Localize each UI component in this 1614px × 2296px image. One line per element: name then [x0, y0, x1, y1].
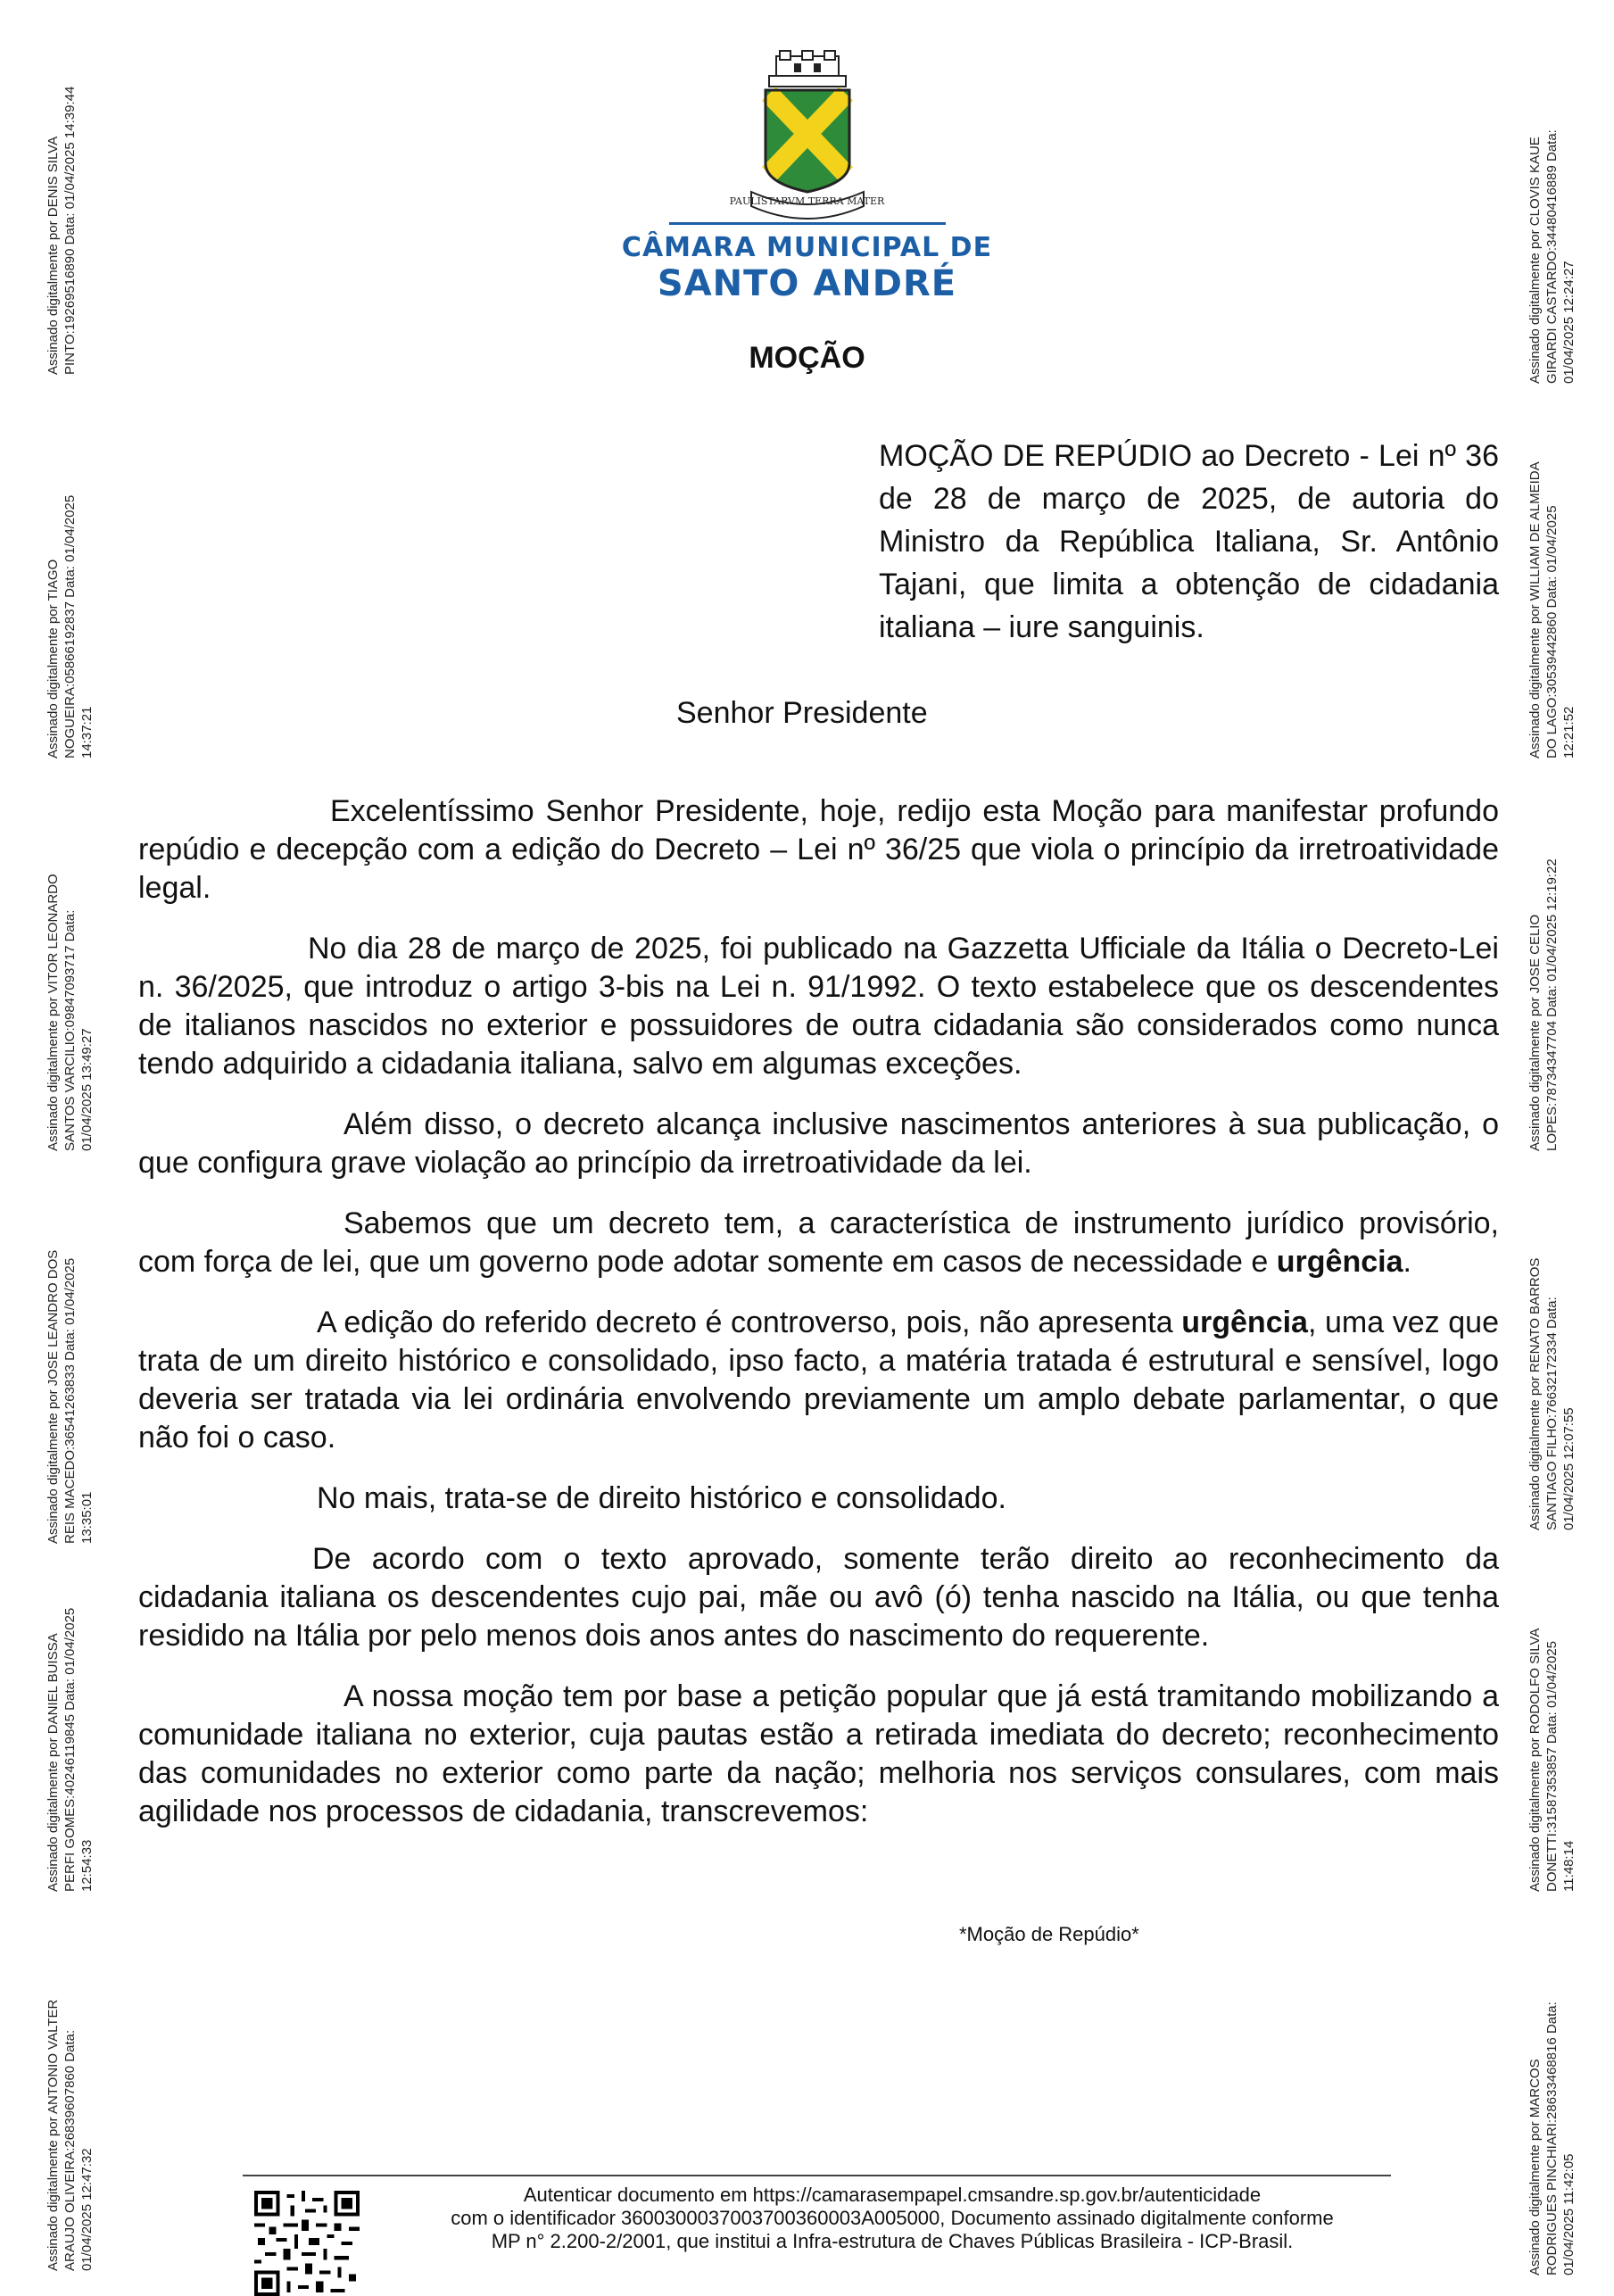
signature-stamp: Assinado digitalmente por CLOVIS KAUE GIRARDI CASTARDO:34480416889 Data: 01/04/2025 12:24:27	[1527, 129, 1577, 384]
signature-stamp: Assinado digitalmente por RENATO BARROS SANTIAGO FILHO:76632172334 Data: 01/04/2025 12:07:55	[1527, 1257, 1577, 1530]
legal-notice: MP n° 2.200-2/2001, que institui a Infra-estrutura de Chaves Públicas Brasileira - ICP-Brasil.	[491, 2230, 1294, 2252]
institution-name-line1: CÂMARA MUNICIPAL DE	[621, 232, 993, 263]
body-paragraph: Excelentíssimo Senhor Presidente, hoje, redijo esta Moção para manifestar profundo repúdio e decepção com a edição do Decreto – Lei nº 36/25 que viola o princípio da irretroatividade legal.	[138, 794, 1499, 905]
signature-stamp: Assinado digitalmente por DENIS SILVA PINTO:19269516890 Data: 01/04/2025 14:39:44	[46, 86, 78, 375]
institution-name-line2: SANTO ANDRÉ	[657, 263, 957, 304]
signature-stamp: Assinado digitalmente por JOSE CELIO LOPES:78734347704 Data: 01/04/2025 12:19:22	[1527, 858, 1560, 1151]
body-paragraph	[138, 1304, 1499, 1457]
signature-stamp: Assinado digitalmente por JOSE LEANDRO DOS REIS MACEDO:36541263833 Data: 01/04/2025 13:35:01	[46, 1249, 95, 1544]
bold-emphasis: urgência	[1181, 1305, 1308, 1339]
document-type: MOÇÃO	[749, 341, 865, 375]
signature-stamp: Assinado digitalmente por MARCOS RODRIGUES PINCHIARI:28633468816 Data: 01/04/2025 11:42:05	[1527, 2002, 1577, 2275]
document-body	[138, 792, 1499, 1853]
body-paragraph: No mais, trata-se de direito histórico e consolidado.	[317, 1481, 1006, 1515]
text-segment: Sabemos que um decreto tem, a característica de instrumento jurídico provisório, com força de lei, que um governo pode adotar somente em casos de necessidade e	[138, 1206, 1499, 1279]
letterhead	[0, 49, 1614, 304]
body-paragraph: Além disso, o decreto alcança inclusive nascimentos anteriores à sua publicação, o que configura grave violação ao princípio da irretroatividade da lei.	[138, 1107, 1499, 1180]
text-segment: , uma vez que trata de um direito histórico e consolidado, ipso facto, a matéria tratada é estrutural e sensível, logo deveria ser tratada via lei ordinária envolvendo previamente um amplo debate parlamentar, o que não foi o caso.	[138, 1305, 1499, 1455]
document-subject: MOÇÃO DE REPÚDIO ao Decreto - Lei nº 36 de 28 de março de 2025, de autoria do Ministro da República Italiana, Sr. Antônio Tajani, que limita a obtenção de cidadania italiana – iure sanguinis.	[879, 439, 1499, 644]
qr-code-icon[interactable]	[254, 2191, 360, 2296]
text-segment: A edição do referido decreto é controverso, pois, não apresenta	[317, 1305, 1182, 1339]
footer-divider	[243, 2175, 1391, 2176]
body-paragraph: De acordo com o texto aprovado, somente terão direito ao reconhecimento da cidadania italiana os descendentes cujo pai, mãe ou avô (ó) tenha nascido na Itália, ou que tenha residido na Itália por pelo menos dois anos antes do nascimento do requerente.	[138, 1542, 1499, 1653]
bold-emphasis: urgência	[1276, 1245, 1403, 1279]
body-paragraph: A nossa moção tem por base a petição popular que já está tramitando mobilizando a comunidade italiana no exterior, cuja pautas estão a retirada imediata do decreto; reconhecimento das comunidades no exterior como parte da nação; melhoria nos serviços consulares, com mais agilidade nos processos de cidadania, transcrevemos:	[138, 1679, 1499, 1828]
signature-stamp: Assinado digitalmente por WILLIAM DE ALMEIDA DO LAGO:30539442860 Data: 01/04/2025 12:21:52	[1527, 461, 1577, 758]
authentication-notice	[384, 2184, 1401, 2253]
salutation: Senhor Presidente	[676, 696, 928, 730]
footnote: *Moção de Repúdio*	[959, 1923, 1139, 1945]
body-paragraph	[138, 1205, 1499, 1281]
crest-motto: PAULISTARVM TERRA MATER	[729, 195, 885, 207]
signature-stamp: Assinado digitalmente por ANTONIO VALTER ARAUJO OLIVEIRA:26839607860 Data: 01/04/2025 12:47:32	[46, 1999, 95, 2271]
authentication-link[interactable]: Autenticar documento em https://camarasempapel.cmsandre.sp.gov.br/autenticidade	[523, 2184, 1262, 2206]
signature-stamp: Assinado digitalmente por DANIEL BUISSA PERFI GOMES:40246119845 Data: 01/04/2025 12:54:33	[46, 1607, 95, 1892]
signature-stamp: Assinado digitalmente por RODOLFO SILVA DONETTI:31587353857 Data: 01/04/2025 11:48:14	[1527, 1628, 1577, 1892]
divider-line	[669, 222, 946, 225]
document-identifier: com o identificador 3600300037003700360003A005000, Documento assinado digitalmente conforme	[451, 2207, 1334, 2229]
body-paragraph: No dia 28 de março de 2025, foi publicado na Gazzetta Ufficiale da Itália o Decreto-Lei n. 36/2025, que introduz o artigo 3-bis na Lei n. 91/1992. O texto estabelece que os descendentes de italianos nascidos no exterior e possuidores de outra cidadania são considerados como nunca tendo adquirido a cidadania italiana, salvo em algumas exceções.	[138, 932, 1499, 1081]
signature-stamp: Assinado digitalmente por VITOR LEONARDO SANTOS VARCILIO:09847093717 Data: 01/04/2025 13:49:27	[46, 874, 95, 1151]
text-segment: .	[1403, 1245, 1411, 1279]
signature-stamp: Assinado digitalmente por TIAGO NOGUEIRA:05866192837 Data: 01/04/2025 14:37:21	[46, 494, 95, 758]
